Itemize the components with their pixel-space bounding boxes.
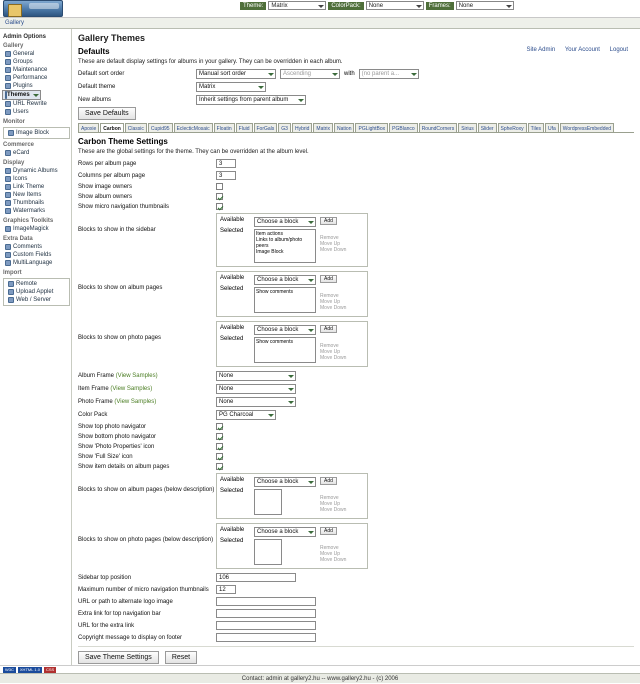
album-desc-blocks-controls <box>254 477 316 515</box>
tab-pgblanco[interactable]: PGBlanco <box>389 123 418 132</box>
available-label: Available <box>220 527 245 533</box>
list-item[interactable]: Show comments <box>256 339 293 345</box>
default-sort-order-select[interactable]: Manual sort order <box>196 69 276 79</box>
photo-desc-blocks-panel <box>216 523 368 569</box>
photo-desc-remove-button[interactable]: Remove <box>320 545 339 551</box>
logout-link[interactable]: Logout <box>609 47 628 53</box>
selected-label: Selected <box>220 538 244 544</box>
show-item-details-label: Show item details on album pages <box>78 463 170 470</box>
album-blocks-row <box>78 271 634 317</box>
available-label: Available <box>220 217 245 223</box>
copyright-input[interactable] <box>216 633 316 642</box>
show-album-owners-label: Show album owners <box>78 193 133 200</box>
magick-icon <box>5 226 11 232</box>
list-item[interactable]: Item actions <box>256 231 283 237</box>
sidebar-item-label: MultiLanguage <box>13 260 53 266</box>
theme-switcher-select[interactable]: Matrix <box>268 1 326 10</box>
tab-ufa[interactable]: Ufa <box>545 123 559 132</box>
extra-link-url-label: URL for the extra link <box>78 622 135 629</box>
photo-desc-available-select[interactable]: Choose a block <box>254 527 316 537</box>
default-theme-select[interactable]: Matrix <box>196 82 266 92</box>
sidebar-remove-button[interactable]: Remove <box>320 235 339 241</box>
frames-select[interactable]: None <box>456 1 514 10</box>
sidebar-item-label: Custom Fields <box>13 252 52 258</box>
logo-url-row <box>78 597 634 606</box>
tab-cupid95[interactable]: Cupid95 <box>148 123 173 132</box>
album-move-up-button[interactable]: Move Up <box>320 299 341 305</box>
selected-label: Selected <box>220 228 244 234</box>
album-blocks-labels <box>220 275 250 313</box>
sidebar-blocks-controls <box>254 217 316 263</box>
site-admin-link[interactable]: Site Admin <box>526 47 556 53</box>
photo-add-button[interactable]: Add <box>320 325 337 333</box>
selected-label: Selected <box>220 488 244 494</box>
new-icon <box>5 192 11 198</box>
album-frame-label <box>78 373 216 379</box>
tab-spheroxy[interactable]: SpheRoxy <box>498 123 527 132</box>
album-blocks-label: Blocks to show on album pages <box>78 285 163 291</box>
gauge-icon <box>5 75 11 81</box>
sidebar-item-comments[interactable] <box>2 243 71 251</box>
item-frame-text: Item Frame <box>78 386 109 392</box>
server-icon <box>8 297 14 303</box>
album-move-down-button[interactable]: Move Down <box>320 305 347 311</box>
album-desc-blocks-label: Blocks to show on album pages (below description) <box>78 487 215 493</box>
show-item-details-row <box>78 463 634 470</box>
item-frame-select[interactable]: None <box>216 384 296 394</box>
columns-per-album-input[interactable]: 3 <box>216 171 236 180</box>
defaults-heading: Defaults <box>78 47 110 56</box>
photo-move-up-button[interactable]: Move Up <box>320 349 341 355</box>
colorpack-label: ColorPack: <box>328 2 363 10</box>
upload-icon <box>8 289 14 295</box>
album-desc-move-up-button[interactable]: Move Up <box>320 501 341 507</box>
album-desc-blocks-panel <box>216 473 368 519</box>
photo-frame-samples-link[interactable]: (View Samples) <box>114 399 157 405</box>
photo-frame-row <box>78 397 634 407</box>
sidebar-item-ecard[interactable] <box>2 149 71 157</box>
available-label: Available <box>220 275 245 281</box>
show-full-size-label: Show 'Full Size' icon <box>78 453 133 460</box>
photo-remove-button[interactable]: Remove <box>320 343 339 349</box>
theme-settings-heading: Carbon Theme Settings <box>78 137 168 146</box>
album-desc-available-select[interactable]: Choose a block <box>254 477 316 487</box>
tab-floatin[interactable]: Floatin <box>214 123 235 132</box>
show-bottom-nav-checkbox[interactable] <box>216 433 223 440</box>
show-image-owners-checkbox[interactable] <box>216 183 223 190</box>
photo-move-down-button[interactable]: Move Down <box>320 355 347 361</box>
sidebar-blocks-row <box>78 213 634 267</box>
new-albums-label: New albums <box>78 97 112 103</box>
album-icon <box>5 168 11 174</box>
album-blocks-buttons <box>320 275 364 313</box>
page-footer: Contact: admin at gallery2.hu -- www.gallery2.hu - (c) 2006 <box>0 673 640 683</box>
show-bottom-nav-label: Show bottom photo navigator <box>78 433 157 440</box>
show-micro-nav-row <box>78 203 634 210</box>
frames-label: Frames: <box>426 2 454 10</box>
sidebar-item-link-theme[interactable] <box>2 183 71 191</box>
sidebar-item-label: Users <box>13 109 29 115</box>
tab-pglightbox[interactable]: PGLightBox <box>355 123 388 132</box>
page-title: Gallery Themes <box>78 33 146 43</box>
tab-carbon[interactable]: Carbon <box>100 123 124 132</box>
image-icon <box>8 130 14 136</box>
tab-matrix[interactable]: Matrix <box>313 123 333 132</box>
album-available-select[interactable]: Choose a block <box>254 275 316 285</box>
album-add-button[interactable]: Add <box>320 275 337 283</box>
sidebar-item-url-rewrite[interactable] <box>2 100 71 108</box>
link-icon <box>5 101 11 107</box>
photo-frame-label <box>78 399 216 405</box>
group-icon <box>5 59 11 65</box>
show-full-size-row <box>78 453 634 460</box>
photo-blocks-buttons <box>320 325 364 363</box>
sidebar-section-import: Import <box>3 270 22 276</box>
photo-selected-listbox[interactable] <box>254 337 316 363</box>
photo-desc-add-button[interactable]: Add <box>320 527 337 535</box>
sidebar-item-label: Thumbnails <box>13 200 45 206</box>
wrench-icon <box>5 67 11 73</box>
photo-desc-blocks-buttons <box>320 527 364 565</box>
show-photo-props-row <box>78 443 634 450</box>
album-desc-blocks-labels <box>220 477 250 515</box>
watermark-icon <box>5 208 11 214</box>
item-frame-row <box>78 384 634 394</box>
album-blocks-controls <box>254 275 316 313</box>
logo-url-input[interactable] <box>216 597 316 606</box>
sidebar-item-imagemagick[interactable] <box>2 225 71 233</box>
remote-icon <box>8 281 14 287</box>
sidebar-item-label: New Items <box>13 192 42 198</box>
sidebar-section-graphics-toolkits: Graphics Toolkits <box>3 218 54 224</box>
sidebar-item-label: Link Theme <box>13 184 45 190</box>
sidebar-item-new-items[interactable] <box>2 191 71 199</box>
tab-sirius[interactable]: Sirius <box>458 123 477 132</box>
tab-eclecticmosaic[interactable]: EclecticMosaic <box>174 123 213 132</box>
sidebar-item-label: Maintenance <box>13 67 48 73</box>
sidebar-item-thumbnails[interactable] <box>2 199 71 207</box>
defaults-blurb: These are default display settings for albums in your gallery. They can be overridden in each album. <box>78 59 343 65</box>
sort-direction-select[interactable]: Ascending <box>280 69 340 79</box>
validation-bar <box>0 665 640 673</box>
w3c-badge[interactable]: W3C <box>5 666 14 672</box>
sidebar-blocks-label: Blocks to show in the sidebar <box>78 227 156 233</box>
theme-settings-blurb: These are the global settings for the theme. They can be overridden at the album level. <box>78 149 309 155</box>
list-item[interactable]: Links to album/photo peers <box>256 237 303 249</box>
admin-links <box>518 47 628 53</box>
gallery-logo <box>3 0 63 17</box>
sidebar-item-label: Remote <box>16 281 38 287</box>
default-sort-order-row <box>78 69 634 79</box>
photo-desc-move-down-button[interactable]: Move Down <box>320 557 347 563</box>
sidebar-top-position-label: Sidebar top position <box>78 574 132 581</box>
divider <box>78 646 634 647</box>
sidebar-move-down-button[interactable]: Move Down <box>320 247 347 253</box>
theme-switcher-label: Theme: <box>240 2 266 10</box>
tab-wordpressembedded[interactable]: WordpressEmbedded <box>560 123 614 132</box>
album-frame-samples-link[interactable]: (View Samples) <box>115 373 158 379</box>
album-selected-listbox[interactable] <box>254 287 316 313</box>
sidebar-item-label: Icons <box>13 176 28 182</box>
sidebar <box>0 29 72 665</box>
sidebar-move-up-button[interactable]: Move Up <box>320 241 341 247</box>
sidebar-item-label: ImageMagick <box>13 226 49 232</box>
photo-blocks-panel <box>216 321 368 367</box>
xhtml-badge[interactable]: XHTML 1.0 <box>19 666 40 672</box>
breadcrumb <box>0 18 640 29</box>
top-bar <box>0 0 640 18</box>
show-photo-props-checkbox[interactable] <box>216 443 223 450</box>
album-remove-button[interactable]: Remove <box>320 293 339 299</box>
sidebar-item-groups[interactable] <box>2 58 71 66</box>
item-frame-samples-link[interactable]: (View Samples) <box>110 386 153 392</box>
sidebar-item-label: Plugins <box>13 83 33 89</box>
photo-blocks-label: Blocks to show on photo pages <box>78 335 162 341</box>
selected-label: Selected <box>220 336 244 342</box>
new-albums-select[interactable]: Inherit settings from parent album <box>196 95 306 105</box>
sidebar-item-label: Upload Applet <box>16 289 54 295</box>
sidebar-import-box <box>3 278 70 306</box>
available-label: Available <box>220 477 245 483</box>
sidebar-top-position-input[interactable]: 106 <box>216 573 296 582</box>
photo-desc-blocks-labels <box>220 527 250 565</box>
photo-blocks-controls <box>254 325 316 363</box>
sidebar-item-upload-applet[interactable] <box>5 288 68 296</box>
photo-desc-move-up-button[interactable]: Move Up <box>320 551 341 557</box>
extra-link-row <box>78 609 634 618</box>
thumb-icon <box>5 200 11 206</box>
sidebar-item-icons[interactable] <box>2 175 71 183</box>
save-theme-settings-button[interactable]: Save Theme Settings <box>78 651 159 664</box>
sidebar-item-themes[interactable] <box>2 90 41 100</box>
tab-hybrid[interactable]: Hybrid <box>292 123 312 132</box>
rows-per-album-label: Rows per album page <box>78 160 137 167</box>
sidebar-item-web-server[interactable] <box>5 296 68 304</box>
new-albums-row <box>78 95 634 105</box>
color-pack-row <box>78 410 634 420</box>
default-theme-row <box>78 82 634 92</box>
sidebar-blocks-labels <box>220 217 250 263</box>
sidebar-blocks-panel <box>216 213 368 267</box>
extra-link-input[interactable] <box>216 609 316 618</box>
album-blocks-panel <box>216 271 368 317</box>
show-top-nav-checkbox[interactable] <box>216 423 223 430</box>
album-desc-blocks-row <box>78 473 634 519</box>
selected-label: Selected <box>220 286 244 292</box>
album-desc-blocks-buttons <box>320 477 364 515</box>
sort-parent-select[interactable]: (no parent a... <box>359 69 419 79</box>
album-frame-select[interactable]: None <box>216 371 296 381</box>
plug-icon <box>5 83 11 89</box>
extra-link-url-row <box>78 621 634 630</box>
item-frame-label <box>78 386 216 392</box>
album-frame-row <box>78 371 634 381</box>
album-desc-remove-button[interactable]: Remove <box>320 495 339 501</box>
sidebar-item-label: Image Block <box>16 130 50 136</box>
sidebar-item-performance[interactable] <box>2 74 71 82</box>
columns-per-album-label: Columns per album page <box>78 172 146 179</box>
sidebar-section-extra-data: Extra Data <box>3 236 33 242</box>
columns-per-album-row <box>78 171 634 180</box>
tab-nation[interactable]: Nation <box>334 123 354 132</box>
show-album-owners-checkbox[interactable] <box>216 193 223 200</box>
extra-link-url-input[interactable] <box>216 621 316 630</box>
album-desc-add-button[interactable]: Add <box>320 477 337 485</box>
album-desc-selected-listbox[interactable] <box>254 489 282 515</box>
colorpack-select[interactable]: None <box>366 1 424 10</box>
theme-tabs <box>78 123 634 133</box>
show-top-nav-label: Show top photo navigator <box>78 423 147 430</box>
sidebar-item-label: eCard <box>13 150 30 156</box>
default-sort-order-label: Default sort order <box>78 71 125 77</box>
tab-tiles[interactable]: Tiles <box>528 123 544 132</box>
sidebar-item-watermarks[interactable] <box>2 207 71 215</box>
photo-desc-blocks-row <box>78 523 634 569</box>
breadcrumb-gallery-link[interactable]: Gallery <box>5 20 25 26</box>
css-badge[interactable]: CSS <box>45 666 55 672</box>
list-item[interactable]: Show comments <box>256 289 293 295</box>
tab-forgals[interactable]: ForGals <box>254 123 278 132</box>
sidebar-section-monitor: Monitor <box>3 119 25 125</box>
tab-slider[interactable]: Slider <box>478 123 497 132</box>
show-album-owners-row <box>78 193 634 200</box>
copyright-row <box>78 633 634 642</box>
icons-icon <box>5 176 11 182</box>
comment-icon <box>5 244 11 250</box>
show-full-size-checkbox[interactable] <box>216 453 223 460</box>
max-micro-nav-row <box>78 585 634 594</box>
sidebar-blocks-buttons <box>320 217 364 263</box>
photo-frame-text: Photo Frame <box>78 399 113 405</box>
sidebar-item-label: General <box>13 51 35 57</box>
show-micro-nav-label: Show micro navigation thumbnails <box>78 203 170 210</box>
sidebar-section-gallery: Gallery <box>3 43 24 49</box>
album-frame-text: Album Frame <box>78 373 115 379</box>
sidebar-item-general[interactable] <box>2 50 71 58</box>
photo-frame-select[interactable]: None <box>216 397 296 407</box>
sidebar-item-image-block[interactable] <box>5 129 68 137</box>
with-label: with <box>344 71 355 77</box>
user-icon <box>5 109 11 115</box>
logo-url-label: URL or path to alternate logo image <box>78 598 173 605</box>
available-label: Available <box>220 325 245 331</box>
sidebar-item-label: Comments <box>13 244 43 250</box>
sidebar-monitor-box <box>3 127 70 139</box>
color-pack-select[interactable]: PG Charcoal <box>216 410 276 420</box>
sidebar-item-maintenance[interactable] <box>2 66 71 74</box>
rows-per-album-row <box>78 159 634 168</box>
tab-g3[interactable]: G3 <box>278 123 291 132</box>
max-micro-nav-input[interactable]: 12 <box>216 585 236 594</box>
sidebar-item-plugins[interactable] <box>2 82 71 90</box>
reset-button[interactable]: Reset <box>165 651 197 664</box>
sidebar-top-position-row <box>78 573 634 582</box>
sidebar-add-button[interactable]: Add <box>320 217 337 225</box>
max-micro-nav-label: Maximum number of micro navigation thumbnails <box>78 586 209 593</box>
tab-roundcorners[interactable]: RoundCorners <box>419 123 458 132</box>
gear-icon <box>5 51 11 57</box>
photo-blocks-labels <box>220 325 250 363</box>
sidebar-item-label: Dynamic Albums <box>13 168 58 174</box>
globe-icon <box>5 260 11 266</box>
photo-blocks-row <box>78 321 634 367</box>
sidebar-item-multilanguage[interactable] <box>2 259 71 267</box>
card-icon <box>5 150 11 156</box>
rows-per-album-input[interactable]: 3 <box>216 159 236 168</box>
sidebar-item-custom-fields[interactable] <box>2 251 71 259</box>
tab-fluid[interactable]: Fluid <box>236 123 253 132</box>
sidebar-item-label: Performance <box>13 75 48 81</box>
show-bottom-nav-row <box>78 433 634 440</box>
your-account-link[interactable]: Your Account <box>564 47 600 53</box>
sidebar-section-commerce: Commerce <box>3 142 35 148</box>
tab-classic[interactable]: Classic <box>125 123 147 132</box>
sidebar-item-users[interactable] <box>2 108 71 116</box>
list-item[interactable]: Image Block <box>256 249 284 255</box>
sidebar-selected-listbox[interactable] <box>254 229 316 263</box>
copyright-label: Copyright message to display on footer <box>78 634 183 641</box>
show-photo-props-label: Show 'Photo Properties' icon <box>78 443 155 450</box>
content-area <box>72 29 640 665</box>
photo-desc-selected-listbox[interactable] <box>254 539 282 565</box>
field-icon <box>5 252 11 258</box>
main-layout <box>0 29 640 665</box>
sidebar-item-remote[interactable] <box>5 280 68 288</box>
sidebar-item-label: Themes <box>7 92 30 98</box>
sidebar-item-label: Web / Server <box>16 297 51 303</box>
tab-apoxie[interactable]: Apoxie <box>78 123 99 132</box>
sidebar-title: Admin Options <box>3 34 46 40</box>
show-micro-nav-checkbox[interactable] <box>216 203 223 210</box>
album-desc-move-down-button[interactable]: Move Down <box>320 507 347 513</box>
show-item-details-checkbox[interactable] <box>216 463 223 470</box>
sidebar-available-select[interactable]: Choose a block <box>254 217 316 227</box>
show-top-nav-row <box>78 423 634 430</box>
link-theme-icon <box>5 184 11 190</box>
show-image-owners-row <box>78 183 634 190</box>
show-image-owners-label: Show image owners <box>78 183 133 190</box>
default-theme-label: Default theme <box>78 84 116 90</box>
sidebar-section-display: Display <box>3 160 25 166</box>
sidebar-item-label: Watermarks <box>13 208 46 214</box>
sidebar-item-label: URL Rewrite <box>13 101 47 107</box>
photo-desc-blocks-label: Blocks to show on photo pages (below description) <box>78 537 214 543</box>
photo-desc-blocks-controls <box>254 527 316 565</box>
color-pack-label: Color Pack <box>78 412 108 418</box>
save-defaults-button[interactable]: Save Defaults <box>78 107 136 120</box>
sidebar-item-label: Groups <box>13 59 33 65</box>
extra-link-label: Extra link for top navigation bar <box>78 610 161 617</box>
theme-switcher-strip <box>240 1 514 10</box>
photo-available-select[interactable]: Choose a block <box>254 325 316 335</box>
sidebar-item-dynamic-albums[interactable] <box>2 167 71 175</box>
